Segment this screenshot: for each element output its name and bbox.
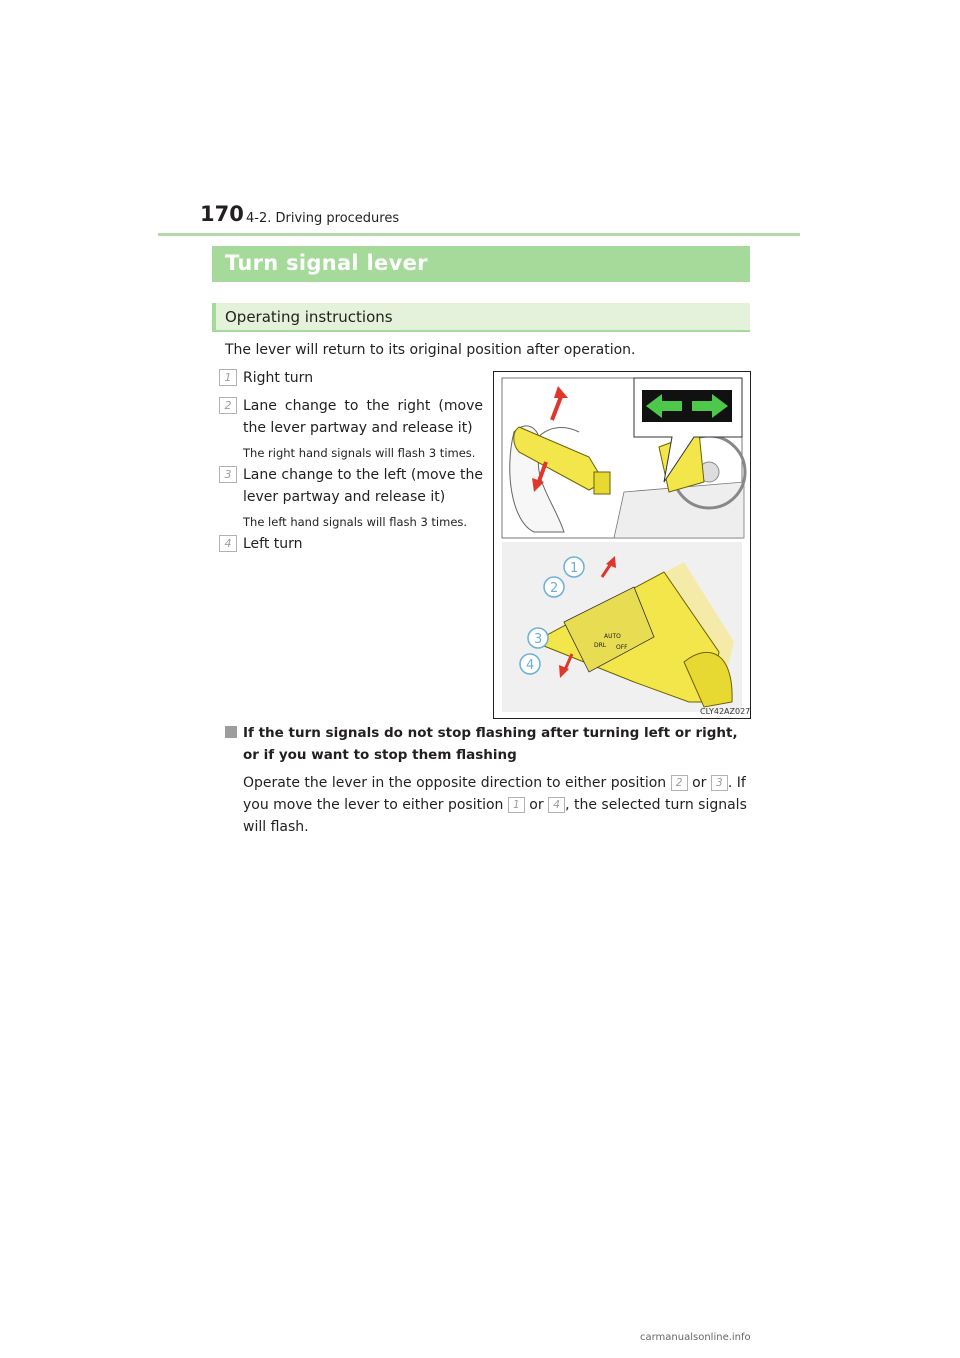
step-number: 3: [219, 466, 237, 483]
figure-code: CLY42AZ027: [700, 707, 750, 716]
step-text: Right turn: [243, 370, 314, 386]
inline-number: 4: [548, 797, 565, 813]
switch-label-drl: DRL: [594, 642, 607, 649]
page-number: 170: [200, 202, 244, 226]
subtitle-bar: [212, 303, 750, 332]
site-footer[interactable]: carmanualsonline.info: [640, 1332, 751, 1343]
step-number: 4: [219, 535, 237, 552]
section-title: 4-2. Driving procedures: [246, 211, 400, 226]
svg-text:3: 3: [534, 632, 543, 647]
switch-label-auto: AUTO: [604, 633, 621, 640]
step-number: 2: [219, 397, 237, 414]
header-rule: [158, 233, 800, 236]
faq-answer: Operate the lever in the opposite direction to either position 2 or 3 . If you move the lever to either position 1 or 4 , the selected turn signals will flash.: [243, 775, 747, 835]
page-title-bar: [212, 246, 750, 282]
bullet-square-icon: [225, 726, 237, 738]
step-text: Left turn: [243, 536, 303, 552]
intro-text: The lever will return to its original position after operation.: [225, 342, 636, 358]
svg-text:4: 4: [526, 658, 535, 673]
step-text: Lane change to the right (move the lever partway and release it): [243, 398, 483, 436]
subtitle: Operating instructions: [225, 308, 393, 326]
svg-text:1: 1: [570, 561, 579, 576]
lever-illustration: [494, 372, 750, 718]
step-note: The right hand signals will flash 3 times.: [243, 446, 476, 460]
faq-question: If the turn signals do not stop flashing after turning left or right, or if you want to stop them flashing: [243, 725, 738, 763]
inline-number: 1: [508, 797, 525, 813]
page-title: Turn signal lever: [225, 251, 428, 275]
step-text: Lane change to the left (move the lever partway and release it): [243, 467, 483, 505]
step-note: The left hand signals will flash 3 times.: [243, 515, 468, 529]
turn-signal-figure: [493, 371, 751, 719]
inline-number: 3: [711, 775, 728, 791]
step-number: 1: [219, 369, 237, 386]
svg-text:2: 2: [550, 581, 559, 596]
inline-number: 2: [671, 775, 688, 791]
switch-label-off: OFF: [616, 644, 628, 651]
